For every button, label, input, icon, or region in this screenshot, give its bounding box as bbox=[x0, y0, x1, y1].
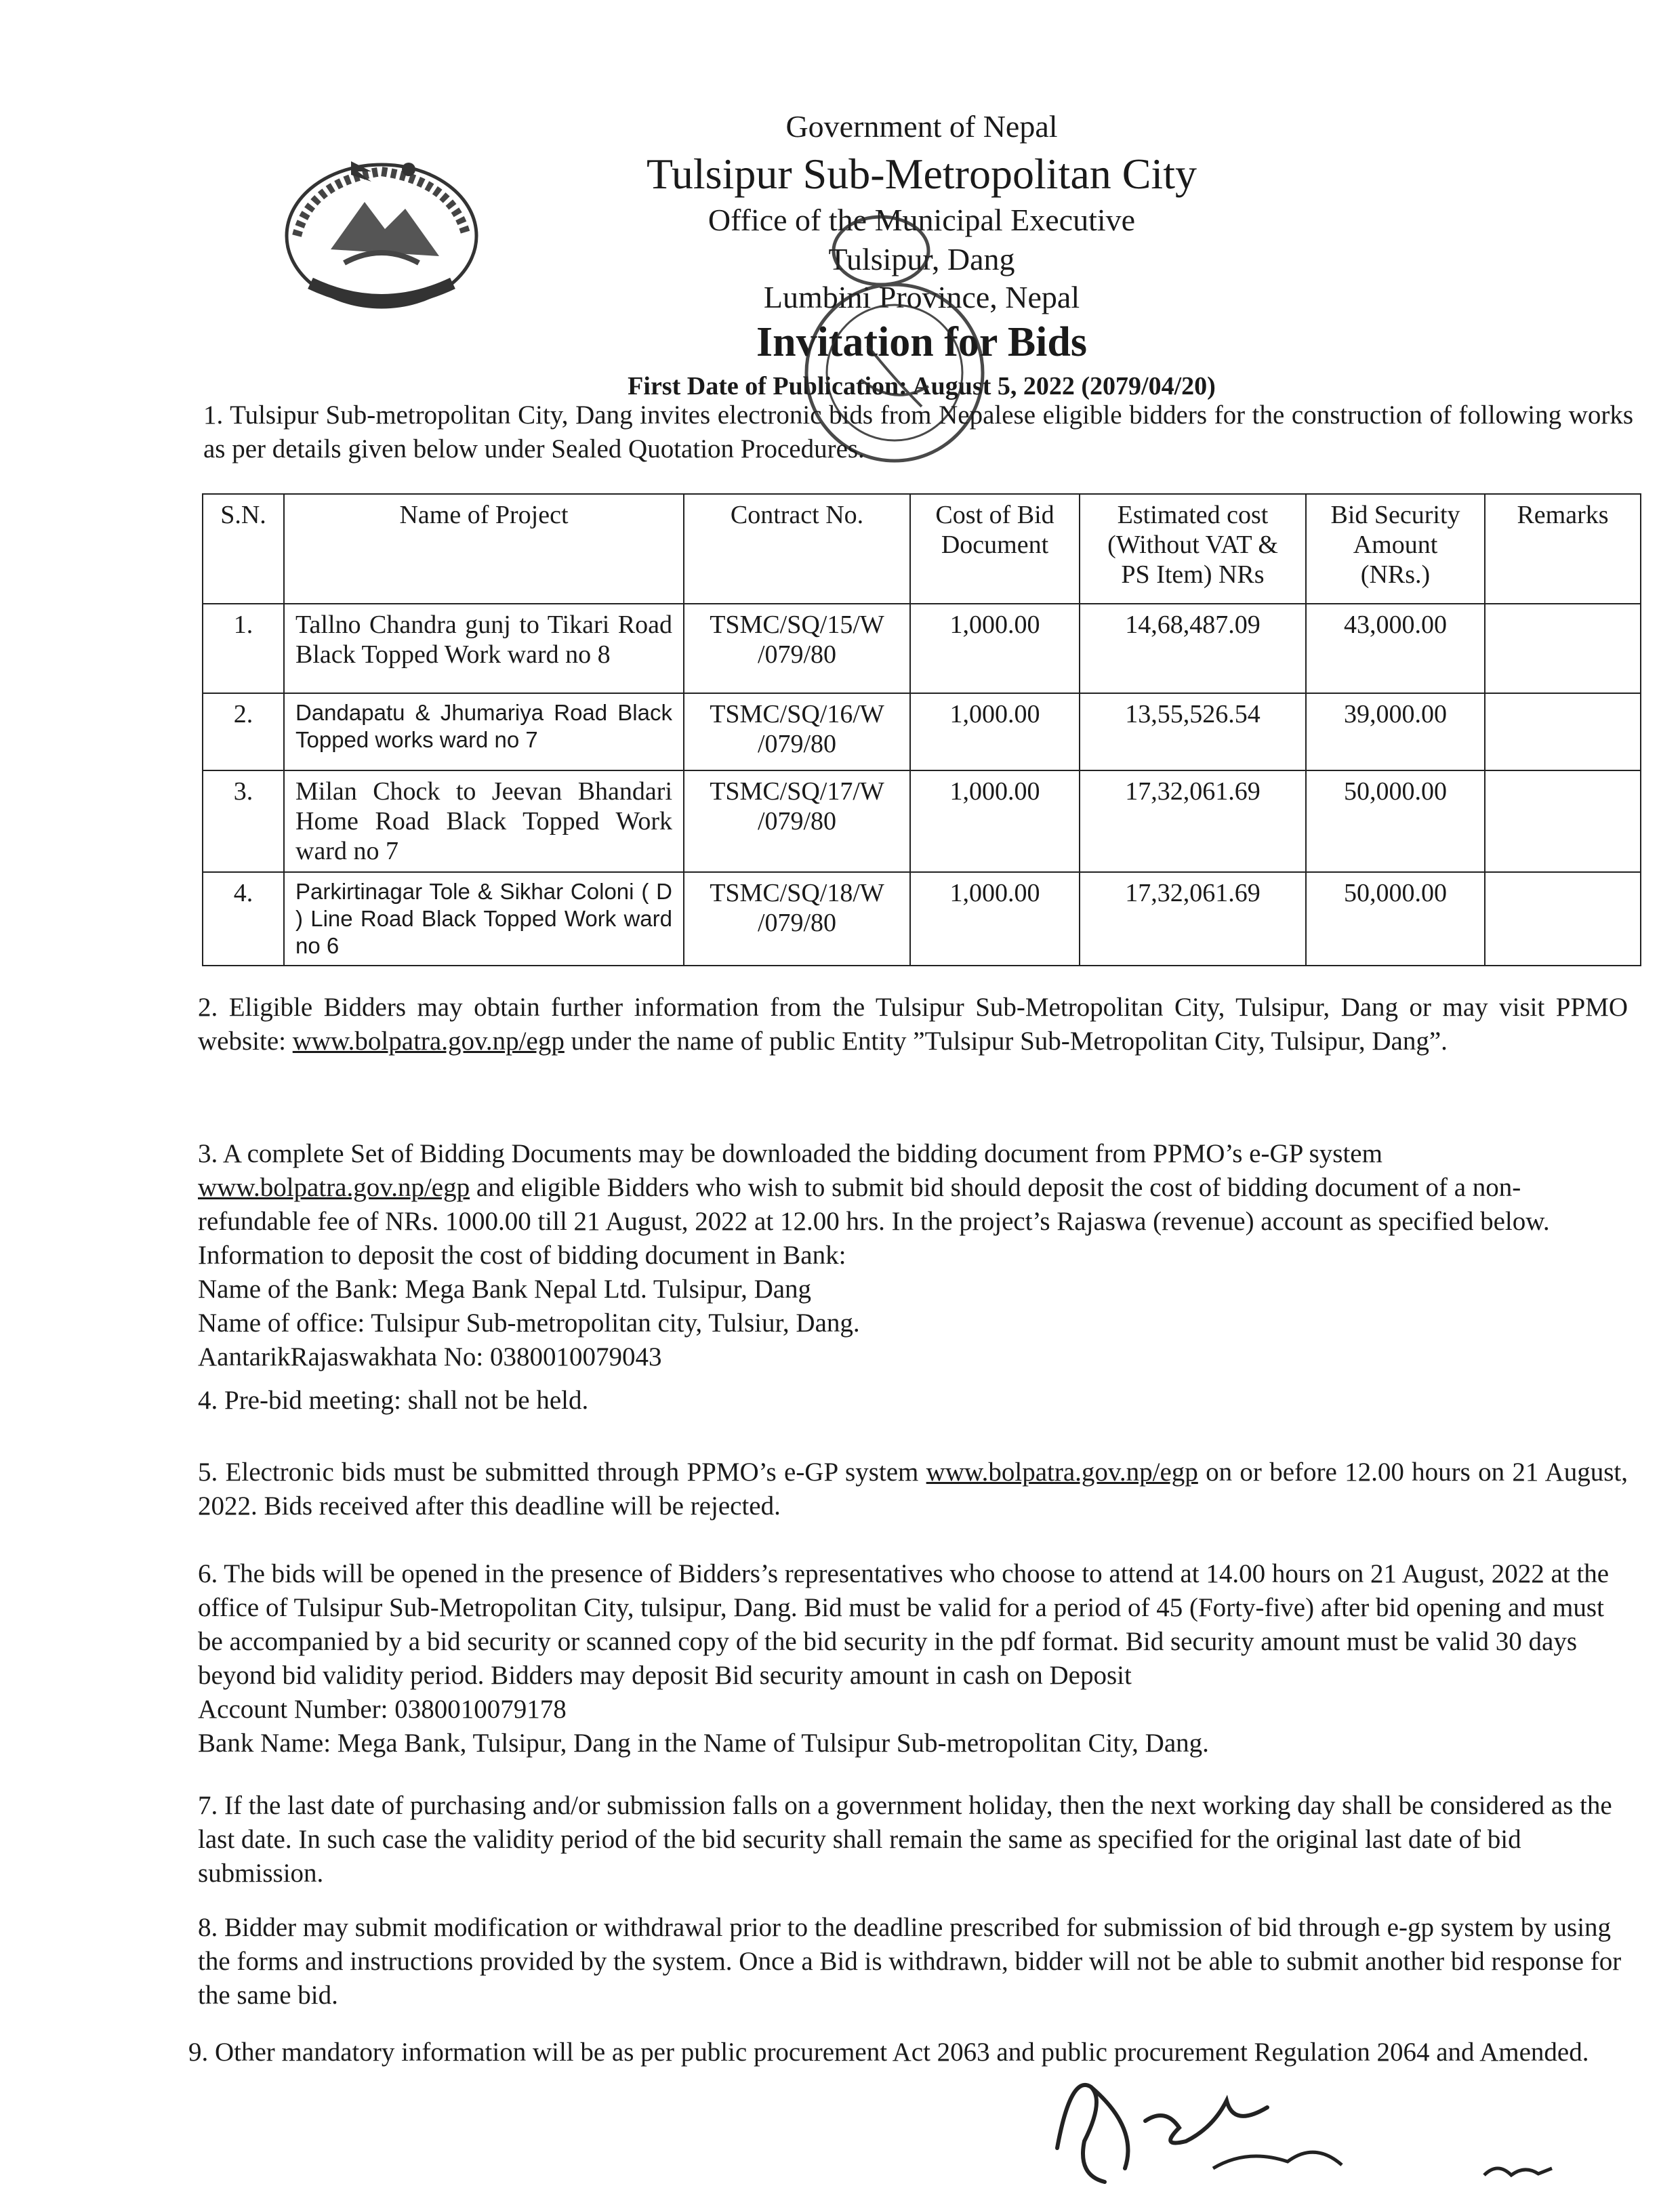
ppmo-link[interactable]: www.bolpatra.gov.np/egp bbox=[292, 1027, 565, 1056]
signature-mark bbox=[1044, 2046, 1423, 2188]
para-3-text-after: and eligible Bidders who wish to submit bid should deposit the cost of bidding document of a non-refundable fee of NRs. 1000.00 till 21 August, 2022 at 12.00 hrs. In the project’s Rajaswa (revenue) account as specified below. Information to deposit the cost of bidding document in Bank: bbox=[198, 1173, 1550, 1270]
table-header-row bbox=[203, 494, 1641, 604]
cell-security: 39,000.00 bbox=[1306, 693, 1485, 770]
nepal-emblem-icon bbox=[270, 154, 493, 324]
deposit-bank-line: Bank Name: Mega Bank, Tulsipur, Dang in the Name of Tulsipur Sub-metropolitan City, Dang. bbox=[198, 1729, 1209, 1758]
header-estimate: Estimated cost (Without VAT & PS Item) NRs bbox=[1080, 494, 1306, 604]
cell-doc-cost: 1,000.00 bbox=[910, 872, 1080, 966]
header-contract: Contract No. bbox=[684, 494, 910, 604]
office-name-line: Name of office: Tulsipur Sub-metropolitan city, Tulsiur, Dang. bbox=[198, 1308, 860, 1338]
cell-estimate: 13,55,526.54 bbox=[1080, 693, 1306, 770]
cell-contract: TSMC/SQ/16/W /079/80 bbox=[684, 693, 910, 770]
cell-security: 43,000.00 bbox=[1306, 604, 1485, 693]
city-heading: Tulsipur Sub-Metropolitan City bbox=[647, 150, 1197, 198]
cell-security: 50,000.00 bbox=[1306, 872, 1485, 966]
table-row bbox=[203, 693, 1641, 770]
para-3-documents bbox=[198, 1137, 1628, 1374]
table-row bbox=[203, 770, 1641, 872]
cell-project: Dandapatu & Jhumariya Road Black Topped works ward no 7 bbox=[284, 693, 684, 770]
cell-project: Milan Chock to Jeevan Bhandari Home Road Black Topped Work ward no 7 bbox=[284, 770, 684, 872]
header-project: Name of Project bbox=[284, 494, 684, 604]
initials-mark bbox=[1477, 2155, 1559, 2188]
header-doc-cost: Cost of Bid Document bbox=[910, 494, 1080, 604]
cell-estimate: 17,32,061.69 bbox=[1080, 872, 1306, 966]
bank-name-line: Name of the Bank: Mega Bank Nepal Ltd. Tulsipur, Dang bbox=[198, 1275, 812, 1304]
para-8-modification: 8. Bidder may submit modification or withdrawal prior to the deadline prescribed for submission of bid through e-gp system by using the forms and instructions provided by the system. Once a Bid is withdrawn, bidder will not be able to submit another bid response for the same bid. bbox=[198, 1913, 1622, 2010]
cell-project: Parkirtinagar Tole & Sikhar Coloni ( D ) Line Road Black Topped Work ward no 6 bbox=[284, 872, 684, 966]
header-security: Bid Security Amount (NRs.) bbox=[1306, 494, 1485, 604]
publication-date: First Date of Publication: August 5, 2022 (2079/04/20) bbox=[628, 372, 1216, 400]
government-heading: Government of Nepal bbox=[785, 109, 1058, 144]
ppmo-link[interactable]: www.bolpatra.gov.np/egp bbox=[926, 1458, 1198, 1487]
para-9-other: 9. Other mandatory information will be as per public procurement Act 2063 and public procurement Regulation 2064 and Amended. bbox=[188, 2038, 1589, 2067]
cell-sn: 4. bbox=[203, 872, 284, 966]
cell-contract: TSMC/SQ/15/W /079/80 bbox=[684, 604, 910, 693]
para-5-text-before: 5. Electronic bids must be submitted through PPMO’s e-GP system bbox=[198, 1458, 926, 1487]
para-5-submission bbox=[198, 1456, 1628, 1523]
projects-table bbox=[202, 493, 1641, 966]
para-2-text-before: 2. Eligible Bidders may obtain further information from the Tulsipur Sub-Metropolitan City, Tulsipur, Dang or may visit PPMO website: bbox=[198, 993, 1628, 1056]
revenue-account-line: AantarikRajaswakhata No: 0380010079043 bbox=[198, 1342, 662, 1371]
cell-remarks bbox=[1485, 604, 1641, 693]
province-heading: Lumbini Province, Nepal bbox=[763, 280, 1080, 314]
para-7-holiday: 7. If the last date of purchasing and/or submission falls on a government holiday, then the next working day shall be considered as the last date. In such case the validity period of the bid security shall remain the same as specified for the original last date of bid submission. bbox=[198, 1791, 1612, 1888]
cell-estimate: 17,32,061.69 bbox=[1080, 770, 1306, 872]
cell-remarks bbox=[1485, 872, 1641, 966]
header-remarks: Remarks bbox=[1485, 494, 1641, 604]
para-2-text-after: under the name of public Entity ”Tulsipur Sub-Metropolitan City, Tulsipur, Dang”. bbox=[564, 1027, 1448, 1056]
para-6-text: 6. The bids will be opened in the presence of Bidders’s representatives who choose to attend at 14.00 hours on 21 August, 2022 at the office of Tulsipur Sub-Metropolitan City, tulsipur, Dang. Bid must be valid for a period of 45 (Forty-five) after bid opening and must be accompanied by a bid security or scanned copy of the bid security in the pdf format. Bid security amount must be valid 30 days beyond bid validity period. Bidders may deposit Bid security amount in cash on Deposit bbox=[198, 1559, 1610, 1690]
table-row bbox=[203, 604, 1641, 693]
deposit-account-line: Account Number: 0380010079178 bbox=[198, 1695, 567, 1724]
cell-sn: 2. bbox=[203, 693, 284, 770]
page-title: Invitation for Bids bbox=[756, 319, 1088, 365]
header-sn: S.N. bbox=[203, 494, 284, 604]
para-4-prebid: 4. Pre-bid meeting: shall not be held. bbox=[198, 1386, 589, 1415]
cell-doc-cost: 1,000.00 bbox=[910, 770, 1080, 872]
para-3-text-before: 3. A complete Set of Bidding Documents may be downloaded the bidding document from PPMO’s e-GP system bbox=[198, 1139, 1382, 1168]
cell-sn: 1. bbox=[203, 604, 284, 693]
cell-security: 50,000.00 bbox=[1306, 770, 1485, 872]
cell-contract: TSMC/SQ/18/W /079/80 bbox=[684, 872, 910, 966]
cell-project: Tallno Chandra gunj to Tikari Road Black Topped Work ward no 8 bbox=[284, 604, 684, 693]
cell-doc-cost: 1,000.00 bbox=[910, 604, 1080, 693]
table-row bbox=[203, 872, 1641, 966]
cell-remarks bbox=[1485, 770, 1641, 872]
para-5-text-after: on or before 12.00 hours on 21 August, 2022. Bids received after this deadline will be rejected. bbox=[198, 1458, 1628, 1521]
ppmo-link[interactable]: www.bolpatra.gov.np/egp bbox=[198, 1173, 470, 1202]
locality-heading: Tulsipur, Dang bbox=[828, 242, 1015, 276]
para-1-invitation: 1. Tulsipur Sub-metropolitan City, Dang invites electronic bids from Nepalese eligible bidders for the construction of following works as per details given below under Sealed Quotation Procedures. bbox=[203, 400, 1633, 463]
office-heading: Office of the Municipal Executive bbox=[708, 203, 1136, 237]
para-6-opening bbox=[198, 1557, 1628, 1760]
para-2-information bbox=[198, 991, 1628, 1058]
cell-contract: TSMC/SQ/17/W /079/80 bbox=[684, 770, 910, 872]
cell-sn: 3. bbox=[203, 770, 284, 872]
cell-doc-cost: 1,000.00 bbox=[910, 693, 1080, 770]
cell-remarks bbox=[1485, 693, 1641, 770]
cell-estimate: 14,68,487.09 bbox=[1080, 604, 1306, 693]
